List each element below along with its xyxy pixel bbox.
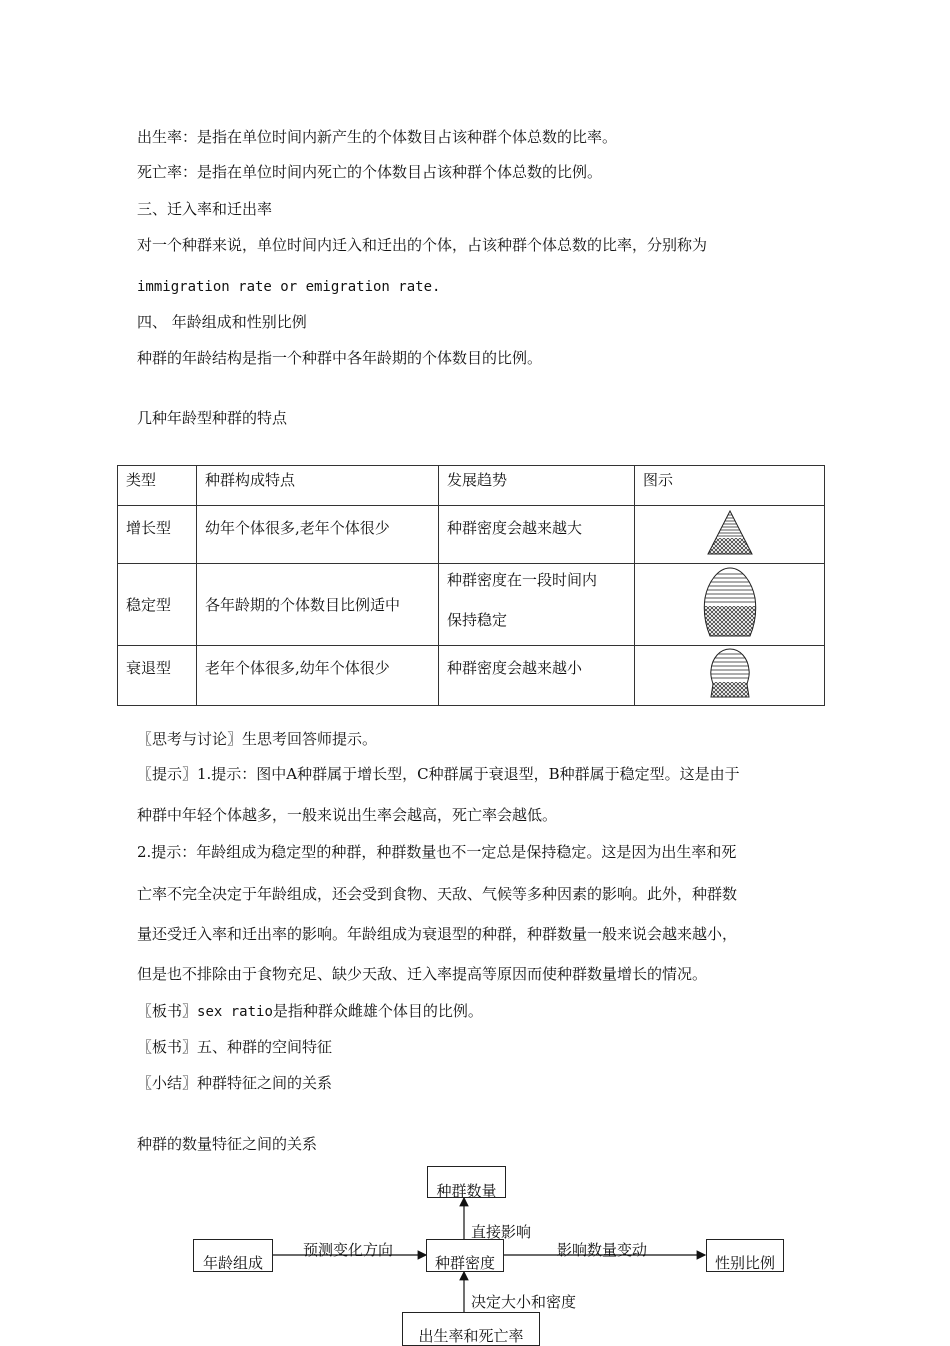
board-note-prefix: 〖板书〗 bbox=[137, 1002, 198, 1020]
birth-rate-definition: 出生率：是指在单位时间内新产生的个体数目占该种群个体总数的比率。 bbox=[137, 128, 618, 146]
node-sex-ratio: 性别比例 bbox=[706, 1239, 784, 1272]
header-feature: 种群构成特点 bbox=[197, 466, 439, 506]
discussion-intro: 〖思考与讨论〗生思考回答师提示。 bbox=[137, 730, 378, 748]
node-birth-death: 出生率和死亡率 bbox=[402, 1312, 540, 1346]
header-type: 类型 bbox=[118, 466, 197, 506]
node-age-structure: 年龄组成 bbox=[193, 1239, 273, 1272]
summary-heading: 〖小结〗种群特征之间的关系 bbox=[137, 1074, 333, 1092]
edge-label-density-to-size: 直接影响 bbox=[471, 1223, 532, 1241]
edge-label-density-to-sex: 影响数量变动 bbox=[557, 1241, 648, 1259]
board-note-suffix: 是指种群众雌雄个体目的比例。 bbox=[272, 1002, 483, 1020]
death-rate-definition: 死亡率：是指在单位时间内死亡的个体数目占该种群个体总数的比例。 bbox=[137, 163, 603, 181]
type-cell: 稳定型 bbox=[118, 564, 197, 646]
edge-label-birth-to-density: 决定大小和密度 bbox=[471, 1293, 577, 1311]
feature-cell: 各年龄期的个体数目比例适中 bbox=[197, 564, 439, 646]
table-caption: 几种年龄型种群的特点 bbox=[137, 409, 288, 427]
type-cell: 增长型 bbox=[118, 506, 197, 564]
feature-cell: 老年个体很多,幼年个体很少 bbox=[197, 646, 439, 706]
node-population-size: 种群数量 bbox=[427, 1166, 506, 1198]
header-trend: 发展趋势 bbox=[439, 466, 635, 506]
header-diagram: 图示 bbox=[635, 466, 825, 506]
hint-1-line-2: 种群中年轻个体越多，一般来说出生率会越高，死亡率会越低。 bbox=[137, 806, 558, 824]
edge-label-age-to-density: 预测变化方向 bbox=[303, 1241, 394, 1259]
hint-1-line-1: 〖提示〗1.提示：图中A种群属于增长型，C种群属于衰退型，B种群属于稳定型。这是由于 bbox=[137, 765, 740, 783]
section-heading-age-sex: 四、 年龄组成和性别比例 bbox=[137, 313, 307, 331]
board-note-spatial: 〖板书〗五、种群的空间特征 bbox=[137, 1038, 333, 1056]
feature-cell: 幼年个体很多,老年个体很少 bbox=[197, 506, 439, 564]
node-density: 种群密度 bbox=[426, 1239, 504, 1272]
migration-english-terms: immigration rate or emigration rate. bbox=[137, 279, 441, 295]
trend-line-2: 保持稳定 bbox=[447, 611, 508, 629]
hint-2-line-3: 量还受迁入率和迁出率的影响。年龄组成为衰退型的种群，种群数量一般来说会越来越小， bbox=[137, 925, 738, 943]
type-cell: 衰退型 bbox=[118, 646, 197, 706]
sex-ratio-term: sex ratio bbox=[197, 1004, 273, 1020]
age-structure-definition: 种群的年龄结构是指一个种群中各年龄期的个体数目的比例。 bbox=[137, 349, 543, 367]
trend-cell: 种群密度会越来越大 bbox=[439, 506, 635, 564]
hint-2-line-2: 亡率不完全决定于年龄组成，还会受到食物、天敌、气候等多种因素的影响。此外，种群数 bbox=[137, 885, 738, 903]
hint-2-line-1: 2.提示：年龄组成为稳定型的种群，种群数量也不一定总是保持稳定。这是因为出生率和死 bbox=[137, 843, 737, 861]
diagram-title: 种群的数量特征之间的关系 bbox=[137, 1135, 318, 1153]
trend-cell: 种群密度会越来越小 bbox=[439, 646, 635, 706]
hint-2-line-4: 但是也不排除由于食物充足、缺少天敌、迁入率提高等原因而使种群数量增长的情况。 bbox=[137, 965, 708, 983]
section-heading-migration: 三、迁入率和迁出率 bbox=[137, 200, 273, 218]
migration-definition: 对一个种群来说，单位时间内迁入和迁出的个体，占该种群个体总数的比率，分别称为 bbox=[137, 236, 708, 254]
trend-line-1: 种群密度在一段时间内 bbox=[447, 571, 598, 589]
